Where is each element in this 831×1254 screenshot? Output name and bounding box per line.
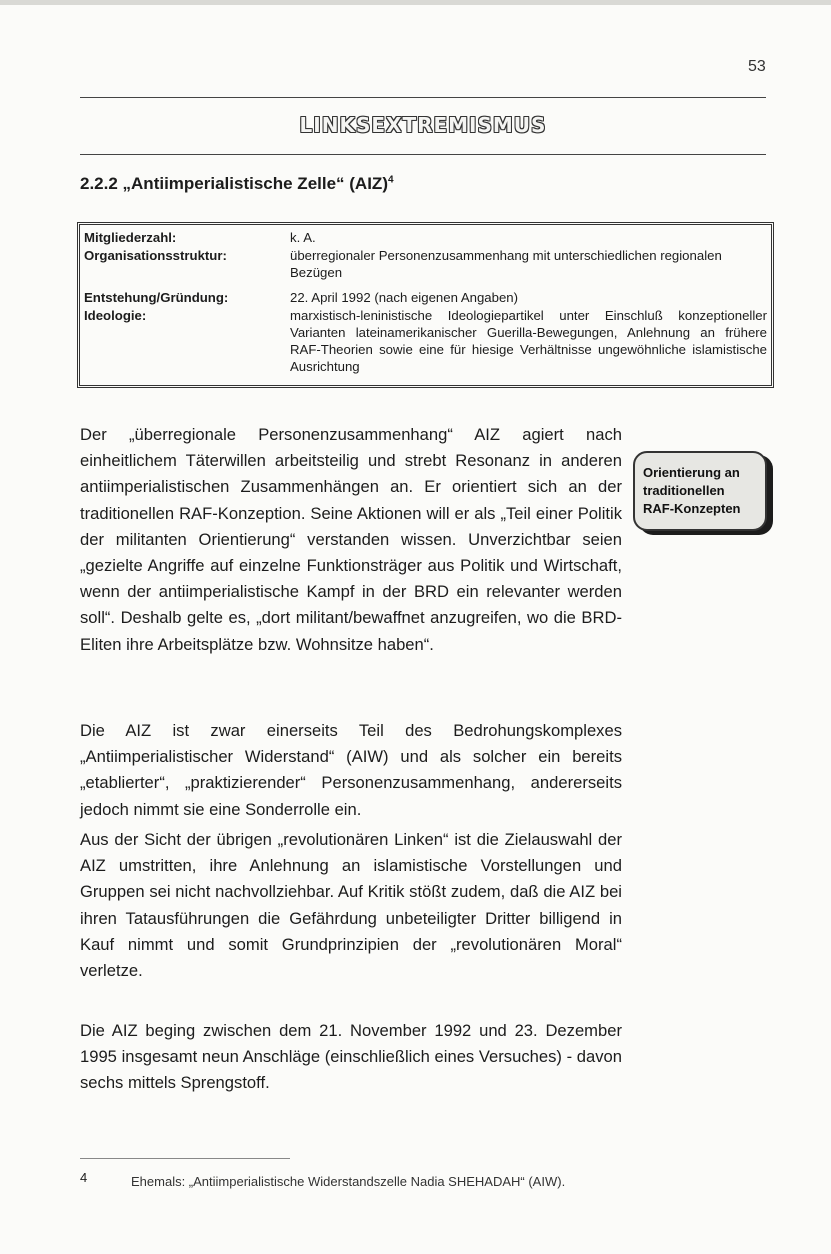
info-label: Mitgliederzahl: [84,230,177,245]
margin-note-box [633,451,767,531]
info-value: 22. April 1992 (nach eigenen Angaben) [290,290,519,305]
info-value: überregionaler Personenzusammenhang mit unterschiedlichen regionalen Bezügen [290,248,722,280]
margin-note-line: RAF-Konzepten [643,501,741,516]
page-number: 53 [748,58,766,75]
footnote-rule [80,1158,290,1159]
info-label: Entstehung/Gründung: [84,290,229,305]
footnote-text: Ehemals: „Antiimperialistische Widerstandszelle Nadia SHEHADAH“ (AIW). [131,1174,566,1189]
info-table [77,222,774,388]
header-rule-bottom [80,154,766,155]
paragraph-3: Aus der Sicht der übrigen „revolutionären Linken“ ist die Zielauswahl der AIZ umstritten, ihre Anlehnung an islamistische Vorstellungen und Gruppen sei nicht nachvollziehbar. Auf Kritik stößt zudem, daß die AIZ bei ihren Tatausführungen die Gefährdung unbeteiligter Dritter billigend in Kauf nimmt und somit Grundprinzipien der „revolutionären Moral“ verletze. [80,830,622,981]
margin-note-line: Orientierung an [643,465,740,480]
scan-edge [0,0,831,5]
info-value: k. A. [290,230,316,245]
section-heading-text: 2.2.2 „Antiimperialistische Zelle“ (AIZ) [80,174,388,193]
info-label: Ideologie: [84,308,147,323]
paragraph-4: Die AIZ beging zwischen dem 21. November 1992 und 23. Dezember 1995 insgesamt neun Anschläge (einschließlich eines Versuches) - davon sechs mittels Sprengstoff. [80,1021,622,1093]
paragraph-1: Der „überregionale Personenzusammenhang“ AIZ agiert nach einheitlichem Täterwillen arbeitsteilig und strebt Resonanz in anderen antiimperialistischen Zusammenhängen an. Er orientiert sich an der traditionellen RAF-Konzeption. Seine Aktionen will er als „Teil einer Politik der militanten Orientierung“ verstanden wissen. Unverzichtbar seien „gezielte Angriffe auf einzelne Funktionsträger aus Politik und Wirtschaft, wenn der antiimperialistische Kampf in der BRD ein relevanter werden soll“. Deshalb gelte es, „dort militant/bewaffnet anzugreifen, wo die BRD-Eliten ihre Arbeitsplätze bzw. Wohnsitze haben“. [80,425,622,654]
paragraph-2: Die AIZ ist zwar einerseits Teil des Bedrohungskomplexes „Antiimperialistischer Widerstand“ (AIW) und als solcher ein bereits „etablierter“, „praktizierender“ Personenzusammenhang, andererseits jedoch nimmt sie eine Sonderrolle ein. [80,721,622,819]
header-rule-top [80,97,766,98]
footnote-reference: 4 [387,174,394,186]
info-value: marxistisch-leninistische Ideologiepartikel unter Einschluß konzeptioneller Varianten lateinamerikanischer Guerilla-Bewegungen, Anlehnung an frühere RAF-Theorien sowie eine für hiesige Verhältnisse ungewöhnliche islamistische Ausrichtung [290,308,767,374]
margin-note [633,451,773,537]
section-heading [80,174,394,194]
info-label: Organisationsstruktur: [84,248,227,263]
footnote-number: 4 [80,1170,88,1185]
margin-note-line: traditionellen [643,483,725,498]
section-banner: LINKSEXTREMISMUS [299,113,547,137]
